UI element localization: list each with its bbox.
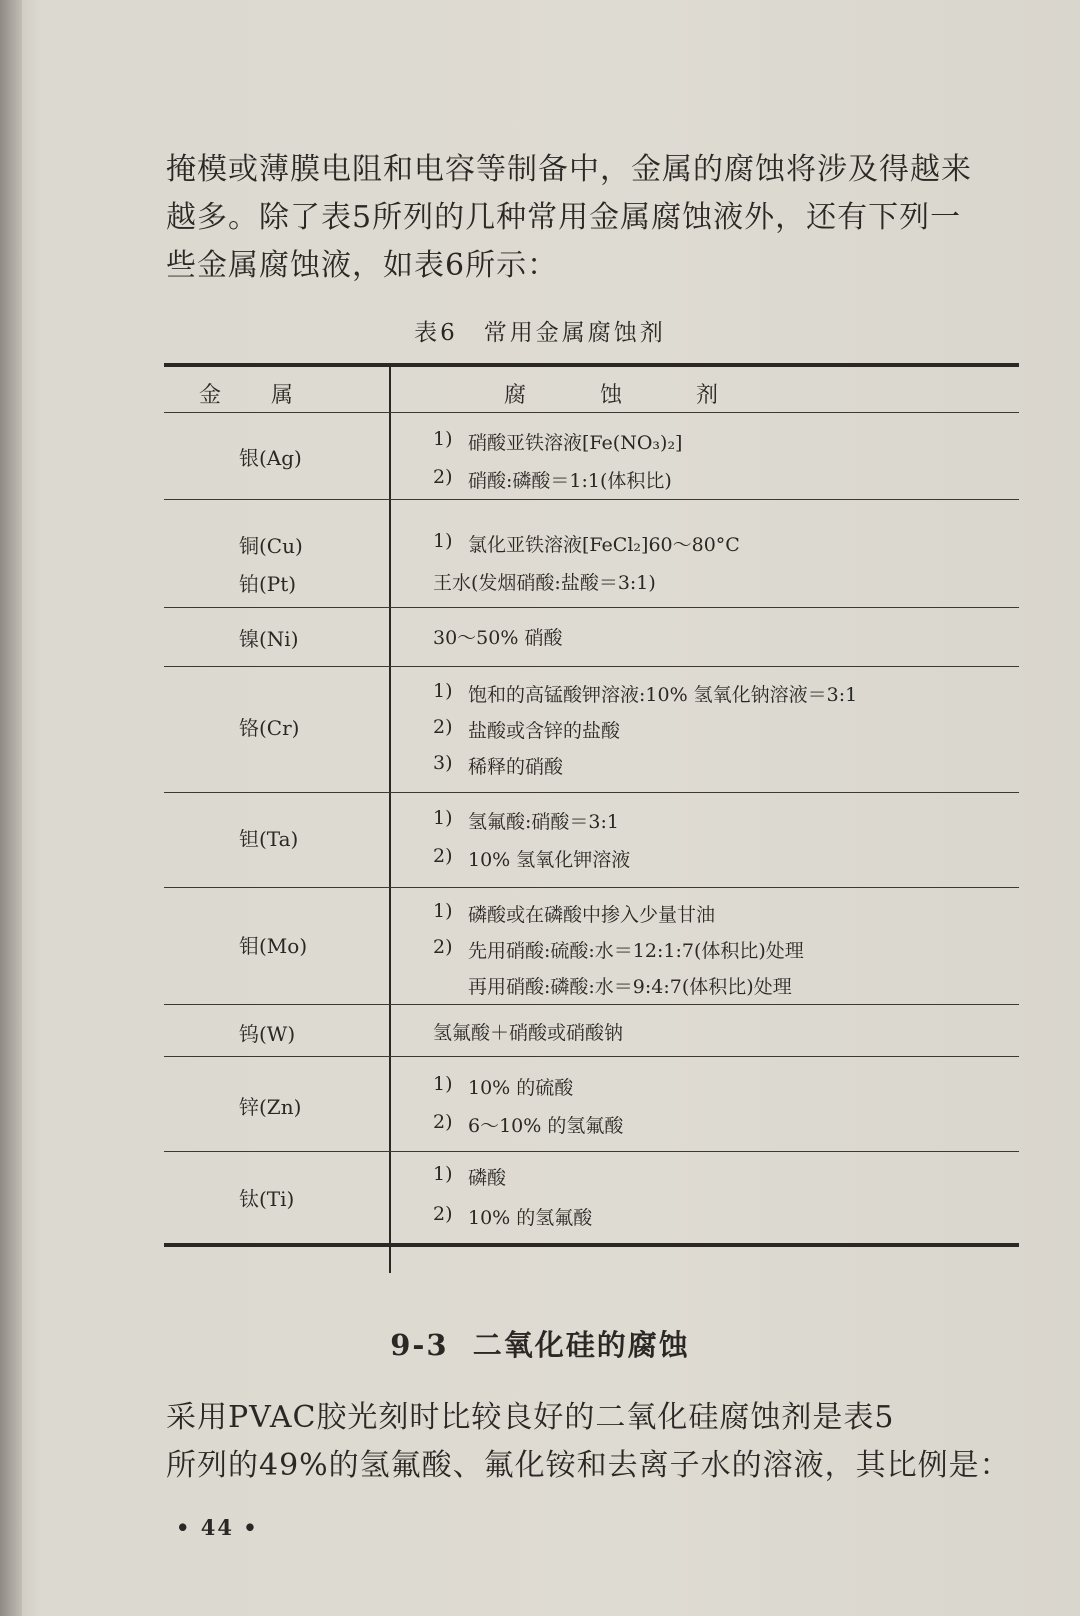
row-rule <box>164 607 1019 608</box>
item-number: 2) <box>433 845 453 867</box>
etchant-line: 氢氟酸＋硝酸或硝酸钠 <box>433 1022 624 1044</box>
intro-paragraph <box>166 146 1028 290</box>
item-number: 1) <box>433 1073 453 1095</box>
page-number: • 44 • <box>176 1515 259 1540</box>
etchant-line: 硝酸亚铁溶液[Fe(NO₃)₂] <box>468 432 683 454</box>
etchant-line: 稀释的硝酸 <box>468 756 564 778</box>
item-number: 1) <box>433 530 453 552</box>
row-rule <box>164 666 1019 667</box>
metal-platinum: 铂(Pt) <box>239 572 297 596</box>
metal-molybdenum: 钼(Mo) <box>239 934 308 958</box>
etchant-line: 磷酸或在磷酸中掺入少量甘油 <box>468 904 716 926</box>
etchant-line: 王水(发烟硝酸:盐酸＝3:1) <box>433 572 656 594</box>
etchant-line: 10% 氢氧化钾溶液 <box>468 849 631 871</box>
table-top-rule <box>164 363 1019 367</box>
row-rule <box>164 887 1019 888</box>
item-number: 1) <box>433 900 453 922</box>
item-number: 2) <box>433 716 453 738</box>
paragraph-line: 所列的49%的氢氟酸、氟化铵和去离子水的溶液，其比例是： <box>166 1448 1011 1483</box>
metal-tantalum: 钽(Ta) <box>239 827 299 851</box>
item-number: 1) <box>433 428 453 450</box>
etchant-line: 饱和的高锰酸钾溶液:10% 氢氧化钠溶液＝3:1 <box>468 684 858 706</box>
section-number: 9-3 <box>390 1328 449 1362</box>
paragraph-line: 越多。除了表5所列的几种常用金属腐蚀液外，还有下列一 <box>166 200 962 235</box>
row-rule <box>164 499 1019 500</box>
section-title: 二氧化硅的腐蚀 <box>472 1328 690 1362</box>
etchant-line: 磷酸 <box>468 1167 507 1189</box>
table-title: 表6 常用金属腐蚀剂 <box>414 320 666 346</box>
row-rule <box>164 792 1019 793</box>
metal-copper: 铜(Cu) <box>239 534 303 558</box>
etchant-line: 10% 的硫酸 <box>468 1077 574 1099</box>
item-number: 1) <box>433 680 453 702</box>
item-number: 2) <box>433 1111 453 1133</box>
item-number: 3) <box>433 752 453 774</box>
row-rule <box>164 1056 1019 1057</box>
etchant-line: 再用硝酸:磷酸:水＝9:4:7(体积比)处理 <box>468 976 792 998</box>
header-etchant: 腐 蚀 剂 <box>504 383 721 408</box>
etchant-line: 6～10% 的氢氟酸 <box>468 1115 624 1137</box>
table-column-divider <box>389 367 391 1273</box>
etchant-line: 氯化亚铁溶液[FeCl₂]60～80°C <box>468 534 740 556</box>
item-number: 2) <box>433 466 453 488</box>
etchant-line: 先用硝酸:硫酸:水＝12:1:7(体积比)处理 <box>468 940 804 962</box>
table-bottom-rule <box>164 1243 1019 1247</box>
row-rule <box>164 1151 1019 1152</box>
paragraph-line: 些金属腐蚀液，如表6所示： <box>166 248 559 283</box>
item-number: 2) <box>433 1203 453 1225</box>
book-spine-shadow <box>0 0 22 1616</box>
etchant-line: 氢氟酸:硝酸＝3:1 <box>468 811 619 833</box>
header-rule <box>164 412 1019 413</box>
paragraph-line: 掩模或薄膜电阻和电容等制备中，金属的腐蚀将涉及得越来 <box>166 152 972 187</box>
metal-zinc: 锌(Zn) <box>239 1095 302 1119</box>
header-metal: 金 属 <box>199 383 296 408</box>
section-heading <box>0 1323 1080 1364</box>
etchant-line: 30～50% 硝酸 <box>433 627 563 649</box>
metal-silver: 银(Ag) <box>239 446 302 470</box>
paragraph-line: 采用PVAC胶光刻时比较良好的二氧化硅腐蚀剂是表5 <box>166 1400 895 1435</box>
metal-nickel: 镍(Ni) <box>239 627 299 651</box>
etchant-line: 盐酸或含锌的盐酸 <box>468 720 621 742</box>
body-paragraph <box>166 1394 1028 1490</box>
item-number: 1) <box>433 1163 453 1185</box>
metal-tungsten: 钨(W) <box>239 1022 296 1046</box>
etchant-line: 10% 的氢氟酸 <box>468 1207 593 1229</box>
metal-titanium: 钛(Ti) <box>239 1187 295 1211</box>
item-number: 2) <box>433 936 453 958</box>
etchant-line: 硝酸:磷酸＝1:1(体积比) <box>468 470 672 492</box>
item-number: 1) <box>433 807 453 829</box>
row-rule <box>164 1004 1019 1005</box>
metal-chromium: 铬(Cr) <box>239 716 300 740</box>
